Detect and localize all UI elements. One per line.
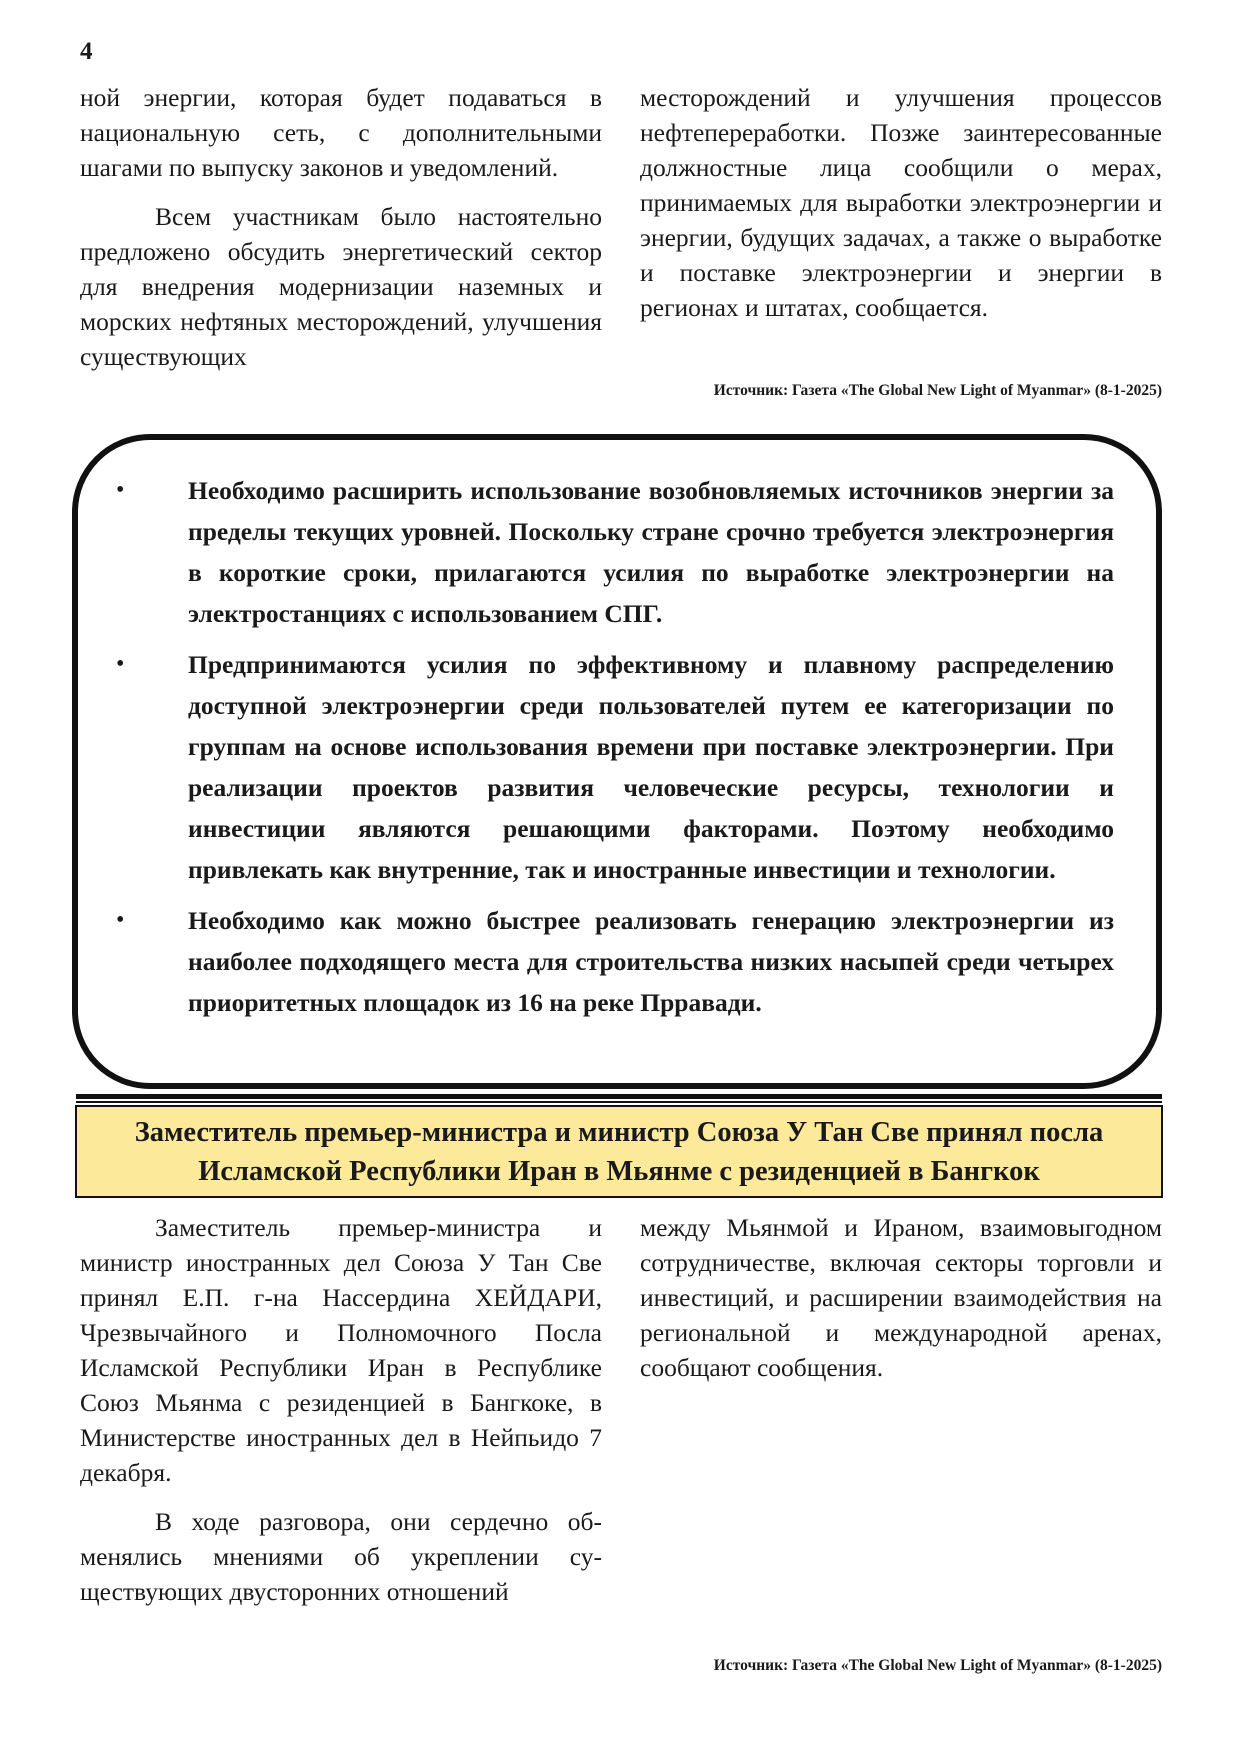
key-point-item: [112, 900, 1114, 1023]
key-points-callout: [72, 434, 1162, 1089]
key-point-text: Необходимо расширить использование возобновляемых источников энергии за пределы текущих уровней. Поскольку стране срочно требуется электроэнергия в короткие сроки, прилагаются усилия по выработке электроэнергии на электростанциях с использованием СПГ.: [188, 476, 1114, 628]
article2-source: Источник: Газета «The Global New Light of Myanmar» (8-1-2025): [713, 1657, 1162, 1674]
article1-paragraph-2: Всем участникам было настоятельно предложено обсудить энергетический сектор для внедрения модернизации наземных и морских нефтяных месторождений, улучшения существующих: [80, 202, 602, 371]
article2-paragraph-1: Заместитель премьер-министра и министр иностранных дел Союза У Тан Све принял Е.П. г-на Нассердина ХЕЙДАРИ, Чрезвычайного и Полномочного Посла Исламской Республики Иран в Республике Союз Мьянма с резиденцией в Бангкоке, в Министерстве иностранных дел в Нейпьидо 7 декабря.: [80, 1213, 602, 1487]
article1-right-column: [640, 80, 1162, 325]
key-point-text: Предпринимаются усилия по эффективному и плавному распределению доступной электроэнергии среди пользователей путем ее категоризации по группам на основе использования времени при поставке электроэнергии. При реализации проектов развития человеческие ресурсы, технологии и инвестиции являются решающими факторами. Поэтому необходимо привлекать как внутренние, так и иностранные инвестиции и технологии.: [188, 650, 1114, 884]
article2-left-column: [80, 1210, 602, 1609]
key-point-text: Необходимо как можно быстрее реализовать генерацию электроэнергии из наиболее подходящего места для строительства низких насыпей среди четырех приоритетных площадок из 16 на реке Прравади.: [188, 906, 1114, 1017]
article2-headline-line1: Заместитель премьер-министра и министр Союза У Тан Све принял посла: [134, 1116, 1104, 1148]
bullet-icon: •: [116, 907, 125, 933]
bullet-icon: •: [116, 651, 125, 677]
key-points-list: [112, 470, 1114, 1023]
page-number: 4: [80, 38, 93, 65]
article1-source: Источник: Газета «The Global New Light of Myanmar» (8-1-2025): [713, 382, 1162, 399]
section-divider-thick: [76, 1094, 1162, 1099]
article1-paragraph-3: месторождений и улучшения процессов нефтепереработки. Позже заинтересованные должностные лица сообщили о мерах, принимаемых для выработки электроэнергии и энергии, будущих задачах, а также о выработке и поставке электроэнергии и энергии в регионах и штатах, сообщается.: [640, 83, 1162, 322]
article2-paragraph-2: В ходе разговора, они сердечно обменялись мнениями об укреплении существующих двусторонних отношений: [80, 1507, 602, 1606]
article1-left-column: [80, 80, 602, 374]
bullet-icon: •: [116, 477, 125, 503]
article2-right-column: [640, 1210, 1162, 1385]
article2-headline-line2: Исламской Республики Иран в Мьянме с резиденцией в Бангкок: [198, 1155, 1040, 1187]
article2-paragraph-3: между Мьянмой и Ираном, взаимовыгодном сотрудничестве, включая секторы торговли и инвестиций, и расширении взаимодействия на региональной и международной аренах, сообщают сообщения.: [640, 1213, 1162, 1382]
article2-headline: [75, 1105, 1163, 1198]
key-point-item: [112, 470, 1114, 634]
section-divider-thin: [76, 1101, 1162, 1103]
key-point-item: [112, 644, 1114, 890]
article1-paragraph-1: ной энергии, которая будет подаваться в национальную сеть, с дополнительными шагами по выпуску законов и уведомлений.: [80, 83, 602, 182]
